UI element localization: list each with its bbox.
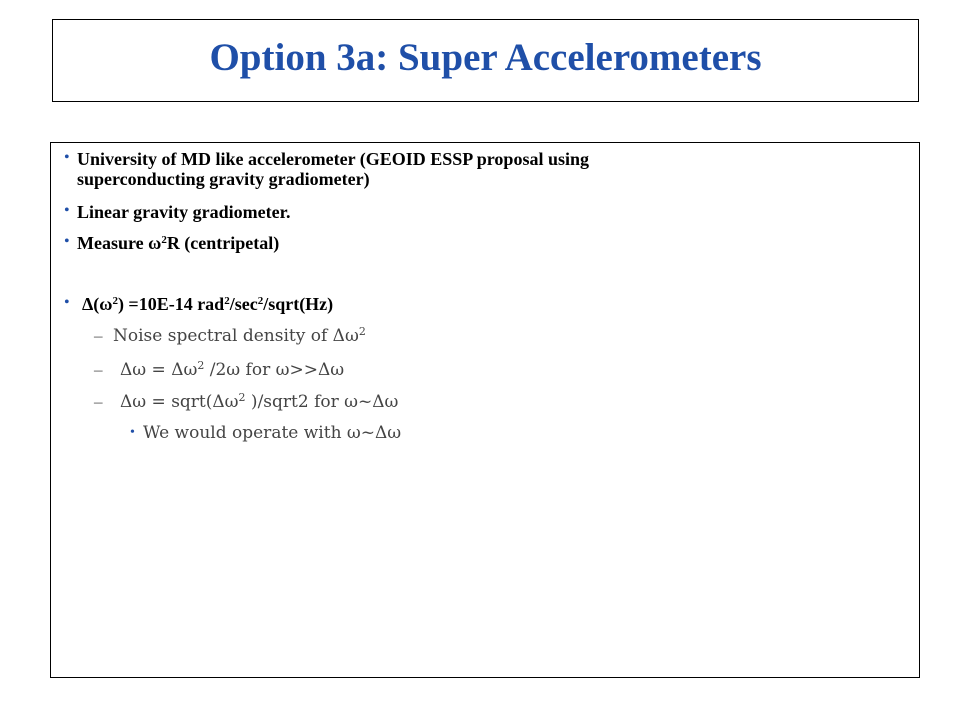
sub-item-1 (113, 327, 366, 345)
sub-item-3 (120, 393, 398, 411)
sub-1-sup: 2 (358, 325, 366, 338)
sub-dash: – (94, 360, 103, 379)
slide-title: Option 3a: Super Accelerometers (209, 36, 762, 79)
bullet-dot: • (64, 294, 70, 311)
sub-2-b: /2ω for ω>>Δω (204, 360, 345, 380)
bullet-2: Linear gravity gradiometer. (77, 202, 291, 222)
bullet-4 (82, 295, 333, 313)
bullet-3-pre: Measure ω (77, 233, 162, 253)
bullet-dot: • (64, 149, 70, 166)
bullet-dot: • (130, 425, 135, 440)
sub-3-b: )/sqrt2 for ω~Δω (245, 392, 399, 412)
sub-item-4: We would operate with ω~Δω (143, 423, 402, 443)
bullet-3 (77, 234, 279, 252)
bullet-4-d: /sqrt(Hz) (263, 294, 334, 314)
bullet-4-a: Δ(ω (82, 294, 113, 314)
bullet-1-line-1: University of MD like accelerometer (GEOID ESSP proposal using (77, 149, 589, 169)
title-box (52, 19, 919, 102)
bullet-3-post: R (centripetal) (166, 233, 280, 253)
bullet-4-c: /sec (229, 294, 258, 314)
bullet-4-b: ) =10E-14 rad (117, 294, 225, 314)
sub-3-sup: 2 (238, 391, 246, 404)
bullet-3-sup: 2 (161, 234, 167, 246)
bullet-dot: • (64, 202, 70, 219)
bullet-dot: • (64, 233, 70, 250)
sub-item-2 (120, 361, 344, 379)
sub-2-a: Δω = Δω (120, 360, 198, 380)
sub-dash: – (94, 392, 103, 411)
bullet-1-line-2: superconducting gravity gradiometer) (77, 169, 370, 189)
sub-3-a: Δω = sqrt(Δω (120, 392, 239, 412)
sub-2-sup: 2 (197, 359, 205, 372)
sub-dash: – (94, 326, 103, 345)
bullet-4-sup3: 2 (257, 295, 264, 307)
sub-1-text: Noise spectral density of Δω (113, 326, 359, 346)
bullet-4-sup2: 2 (224, 295, 230, 307)
bullet-4-sup1: 2 (112, 295, 118, 307)
